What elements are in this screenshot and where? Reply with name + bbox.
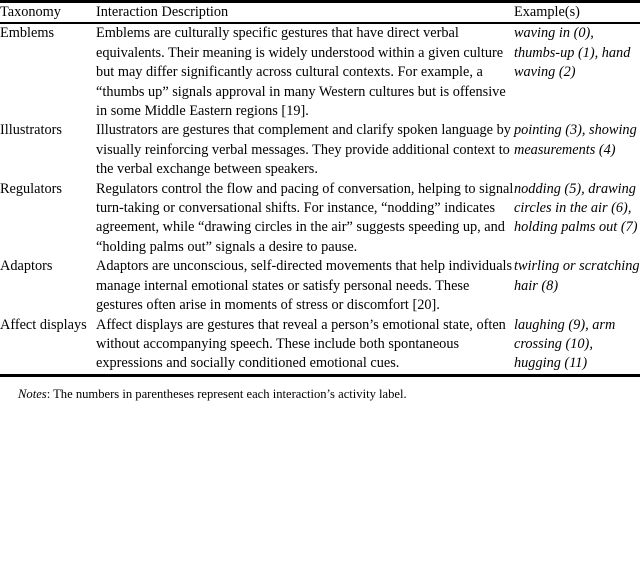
cell-description: Affect displays are gestures that reveal a person’s emotional state, often without accompanying speech. These include both spontaneous expressions and socially conditioned emotional cues. — [96, 316, 506, 372]
footnote-text: The numbers in parentheses represent each interaction’s activity label. — [53, 386, 407, 401]
cell-examples: nodding (5), drawing circles in the air (6), holding palms out (7) — [514, 180, 638, 236]
cell-taxonomy: Emblems — [0, 25, 55, 42]
table-row — [0, 316, 640, 374]
cell-description: Emblems are culturally specific gestures that have direct verbal equivalents. Their meaning is widely understood within a given culture but may differ significantly across cultural contexts. For example, a “thumbs up” signals approval in many Western cultures but is offensive in some Middle Eastern regions [19]. — [96, 25, 506, 120]
cell-taxonomy: Affect displays — [0, 316, 87, 333]
table-body — [0, 24, 640, 373]
column-header-description: Interaction Description — [96, 4, 229, 20]
taxonomy-table-body-wrapper — [0, 24, 640, 373]
table-header — [0, 3, 640, 22]
table-row — [0, 121, 640, 179]
table-row — [0, 24, 640, 121]
table-header-row — [0, 3, 640, 22]
cell-description: Illustrators are gestures that complement and clarify spoken language by visually reinforcing verbal messages. They provide additional context to the verbal exchange between speakers. — [96, 122, 511, 178]
taxonomy-table — [0, 3, 640, 22]
cell-description: Adaptors are unconscious, self-directed movements that help individuals manage internal emotional states or satisfy personal needs. These gestures often arise in moments of stress or discomfort [20]. — [96, 258, 513, 314]
cell-examples: laughing (9), arm crossing (10), hugging (11) — [514, 316, 616, 372]
cell-description: Regulators control the flow and pacing of conversation, helping to signal turn-taking or conversational shifts. For instance, “nodding” indicates agreement, while “drawing circles in the air” suggests speeding up, and “holding palms out” signals a desire to pause. — [96, 180, 514, 255]
table-row — [0, 180, 640, 258]
column-header-taxonomy: Taxonomy — [0, 4, 61, 20]
table-footnote — [0, 377, 640, 403]
cell-taxonomy: Illustrators — [0, 122, 62, 139]
cell-examples: pointing (3), showing measurements (4) — [514, 122, 637, 158]
footnote-separator: : — [46, 386, 54, 401]
column-header-examples: Example(s) — [514, 4, 580, 20]
cell-examples: twirling or scratching hair (8) — [514, 258, 640, 294]
table-row — [0, 257, 640, 315]
footnote-label: Notes — [18, 386, 47, 401]
cell-taxonomy: Regulators — [0, 180, 62, 197]
cell-taxonomy: Adaptors — [0, 258, 53, 275]
cell-examples: waving in (0), thumbs-up (1), hand waving (2) — [514, 25, 631, 81]
